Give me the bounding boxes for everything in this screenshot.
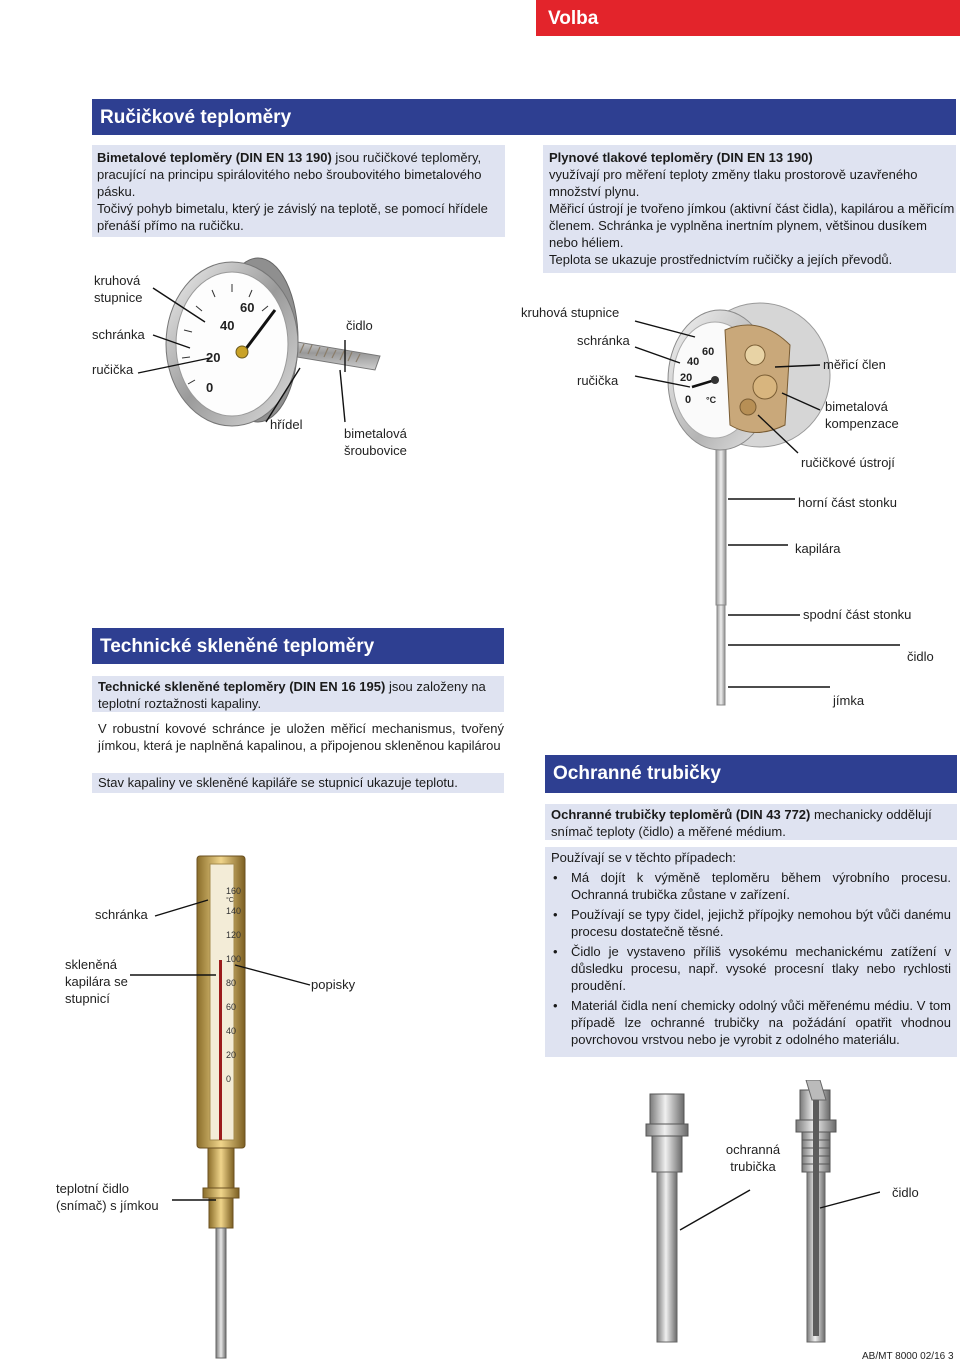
scale-80: 80 [226, 978, 237, 988]
heading-sklenene [92, 628, 504, 664]
label-merici-clen: měřicí člen [823, 357, 886, 372]
scale-140: 140 [226, 906, 242, 916]
bimetal-text2: Točivý pohyb bimetalu, který je závislý na teplotě, se pomocí hřídele přenáší přímo na ručičku. [97, 201, 488, 233]
label-kruhova-stupnice-right: kruhová stupnice [521, 305, 620, 320]
label-popisky: popisky [311, 977, 356, 992]
label-bimetalova-kompenzace: bimetalová kompenzace [825, 399, 899, 431]
protective-intro: Používají se v těchto případech: [551, 850, 736, 865]
label-teplotni-cidlo: teplotní čidlo (snímač) s jímkou [56, 1181, 159, 1213]
bullet-1: • Má dojít k výměně teploměru během výrobního procesu. Ochranná trubička zůstane v zařízení. [551, 869, 951, 903]
gas-description [543, 145, 956, 273]
protective-description-1 [545, 804, 957, 840]
label-schranka-right: schránka [577, 333, 630, 348]
glass-description-2: V robustní kovové schránce je uložen měřicí mechanismus, tvořený jímkou, která je naplněná kapalinou, a připojenou skleněnou kapilárou [98, 721, 504, 753]
bimetal-description [92, 145, 505, 237]
dial-tick-60: 60 [240, 300, 255, 315]
gas-text1: využívají pro měření teploty změny tlaku prostorově uzavřeného množství plynu. [549, 167, 918, 199]
label-hridel: hřídel [270, 417, 303, 432]
footer-code: AB/MT 8000 02/16 [862, 1351, 946, 1362]
bullet-2: • Používají se typy čidel, jejichž přípojky nemohou být vůči danému procesu dostatečně těsné. [551, 906, 951, 940]
gas-dial-tick-20: 20 [680, 372, 693, 384]
heading-ochranne [545, 755, 957, 793]
label-kruhova-stupnice-left: kruhová stupnice [94, 273, 143, 305]
label-ochranna-trubicka: ochranná trubička [725, 1142, 781, 1174]
protective-text1: mechanicky oddělují snímač teploty (čidlo) a měřené médium. [551, 807, 932, 839]
gas-text2: Měřicí ústrojí je tvořeno jímkou (aktivní část čidla), kapilárou a měřicím členem. Schránka je vyplněna inertním plynem, většinou dusíkem nebo héliem. [549, 201, 955, 250]
label-cidlo-right: čidlo [907, 649, 934, 664]
bimetal-thermometer-illustration [0, 240, 520, 480]
gas-text3: Teplota se ukazuje prostřednictvím ručičky a jejích převodů. [549, 252, 893, 267]
gas-dial-tick-0: 0 [685, 394, 692, 406]
glass-bold: Technické skleněné teploměry (DIN EN 16 195) [98, 679, 386, 694]
label-sklenena-kapilara: skleněná kapilára se stupnicí [65, 957, 128, 1006]
heading-sklenene-text: Technické skleněné teploměry [100, 636, 375, 657]
dial-tick-0: 0 [206, 380, 214, 395]
glass-description-3: Stav kapaliny ve skleněné kapiláře se stupnicí ukazuje teplotu. [92, 773, 504, 793]
label-cidlo-left: čidlo [346, 318, 373, 333]
glass-description-1 [92, 676, 504, 712]
heading-rucickove [92, 99, 956, 135]
scale-20: 20 [226, 1050, 237, 1060]
label-rucicka-right: ručička [577, 373, 619, 388]
heading-ochranne-text: Ochranné trubičky [553, 763, 721, 784]
page-number: 3 [948, 1351, 954, 1362]
label-jimka: jímka [833, 693, 865, 708]
protective-bullet-list [551, 869, 951, 1048]
gas-bold: Plynové tlakové teploměry (DIN EN 13 190) [549, 150, 813, 165]
label-schranka-glass: schránka [95, 907, 148, 922]
dial-tick-40: 40 [220, 318, 235, 333]
glass-thermometer-illustration [40, 840, 340, 1360]
bullet-3: • Čidlo je vystaveno příliš vysokému mechanickému zatížení v důsledku procesu, např. vysoké procesní tlaky nebo rychlosti proudění. [551, 943, 951, 994]
protective-tube-illustration [620, 1080, 880, 1350]
label-kapilara: kapilára [795, 541, 841, 556]
label-bimetalova-sroubovice: bimetalová šroubovice [344, 426, 407, 458]
label-spodni-cast-stonku: spodní část stonku [803, 607, 912, 622]
label-rucicka-left: ručička [92, 362, 134, 377]
scale-0: 0 [226, 1074, 232, 1084]
bimetal-bold: Bimetalové teploměry (DIN EN 13 190) [97, 150, 332, 165]
scale-40: 40 [226, 1026, 237, 1036]
bullet-4: • Materiál čidla není chemicky odolný vůči měřenému médiu. V tom případě lze ochranné trubičky na požádání opatřit vhodnou povrchovou vrstvou nebo je vyrobit z odolného materiálu. [551, 997, 951, 1048]
section-title: Volba [548, 8, 599, 29]
heading-rucickove-text: Ručičkové teploměry [100, 107, 292, 128]
section-header-bar [536, 0, 960, 36]
dial-tick-20: 20 [206, 350, 221, 365]
protective-cases [545, 847, 957, 1057]
scale-120: 120 [226, 930, 242, 940]
label-schranka-left: schránka [92, 327, 145, 342]
scale-unit: °C [226, 897, 234, 904]
scale-160: 160 [226, 886, 242, 896]
glass-text1: jsou založeny na teplotní roztažnosti kapaliny. [98, 679, 486, 711]
label-rucickove-ustroji: ručičkové ústrojí [801, 455, 895, 470]
gas-dial-unit: °C [706, 395, 717, 405]
scale-60: 60 [226, 1002, 237, 1012]
label-cidlo-tube: čidlo [892, 1185, 919, 1200]
gas-dial-tick-60: 60 [702, 346, 715, 358]
label-horni-cast-stonku: horní část stonku [798, 495, 897, 510]
gas-dial-tick-40: 40 [687, 356, 700, 368]
protective-bold: Ochranné trubičky teploměrů (DIN 43 772) [551, 807, 811, 822]
scale-100: 100 [226, 954, 242, 964]
bimetal-text1: jsou ručičkové teploměry, pracující na principu spirálovitého nebo šroubovitého bimetalového pásku. [97, 150, 482, 199]
